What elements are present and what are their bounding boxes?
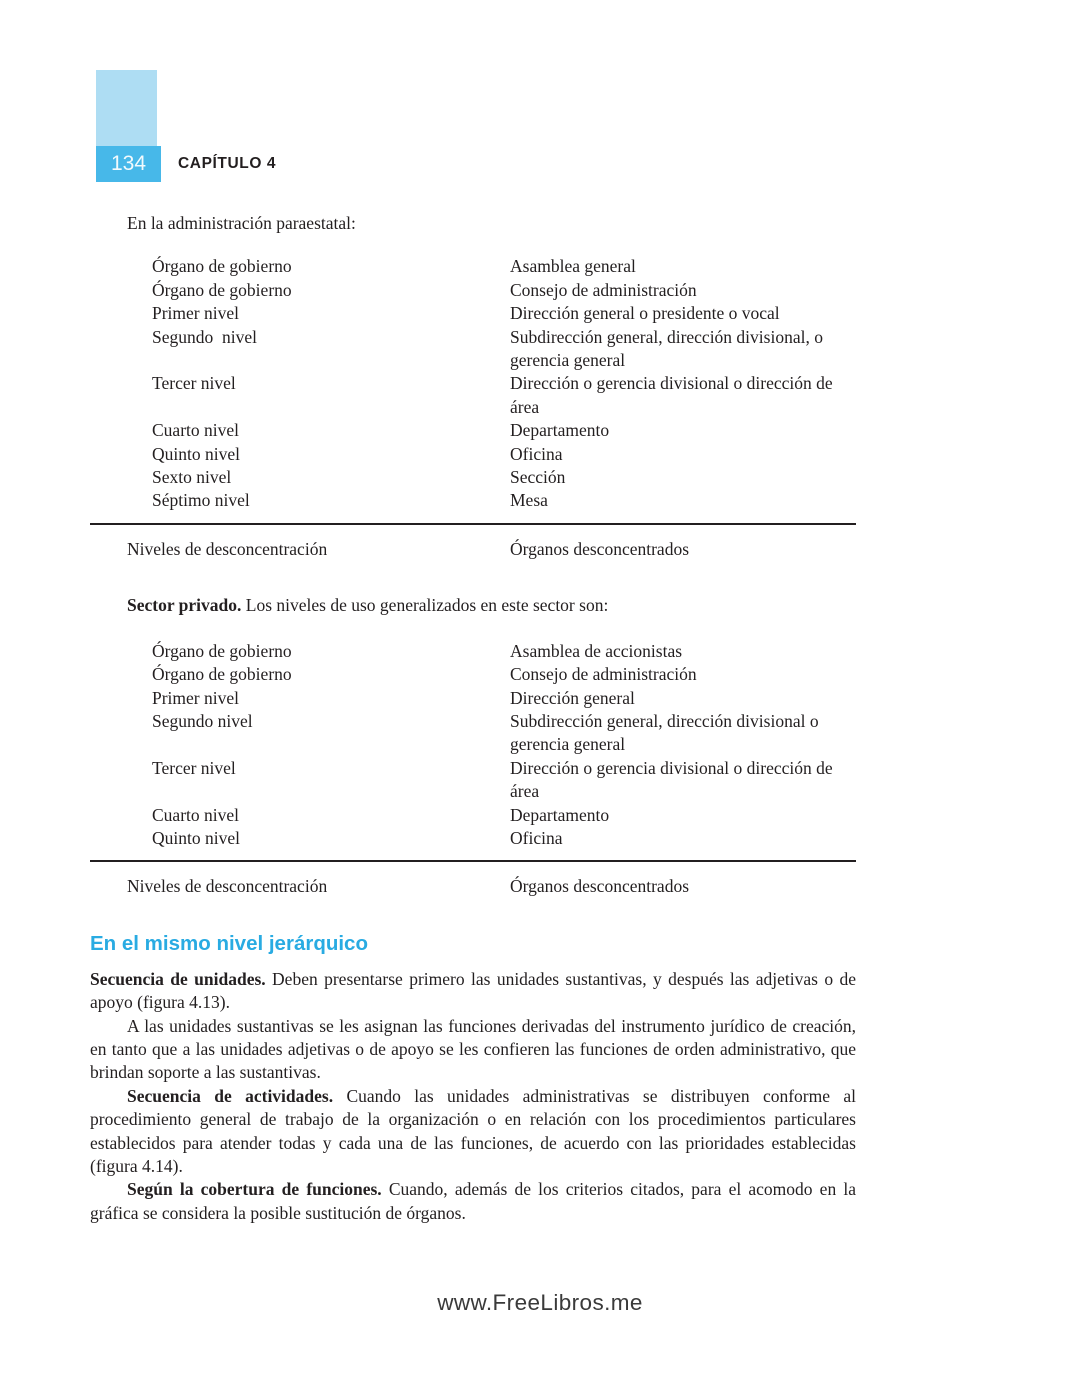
divider	[90, 523, 856, 525]
level-cell: Cuarto nivel	[152, 804, 239, 825]
chapter-title: CAPÍTULO 4	[178, 155, 277, 172]
footer-right-label: Órganos desconcentrados	[510, 876, 689, 897]
level-cell: Órgano de gobierno	[152, 664, 292, 685]
paragraph	[90, 1085, 856, 1179]
paragraph	[90, 968, 856, 1015]
level-cell: Tercer nivel	[152, 373, 236, 394]
organ-cell: Dirección o gerencia divisional o dirección de área	[510, 757, 833, 802]
table-row	[152, 687, 856, 710]
organ-cell: Subdirección general, dirección divisional, o gerencia general	[510, 326, 823, 371]
level-cell: Segundo nivel	[152, 710, 253, 731]
paragraph-text: Cuando, además de los criterios citados, para el acomodo en la gráfica se considera la posible sustitución de órganos.	[90, 1179, 856, 1223]
table-row	[152, 663, 856, 686]
level-cell: Segundo nivel	[152, 326, 257, 347]
level-cell: Tercer nivel	[152, 757, 236, 778]
divider	[90, 860, 856, 862]
table-row	[152, 372, 856, 419]
organ-cell: Sección	[510, 467, 566, 488]
sector-privado-line	[127, 594, 856, 617]
table-row	[152, 302, 856, 325]
table-row	[152, 466, 856, 489]
paragraph	[90, 1178, 856, 1225]
paragraph-lead: Según la cobertura de funciones.	[127, 1179, 382, 1200]
organ-cell: Dirección o gerencia divisional o dirección de área	[510, 373, 833, 417]
footer-left-label: Niveles de desconcentración	[127, 538, 328, 559]
table-row	[152, 757, 856, 804]
section-heading: En el mismo nivel jerárquico	[90, 931, 368, 955]
paragraph-lead: Secuencia de unidades.	[90, 968, 266, 989]
level-cell: Órgano de gobierno	[152, 640, 292, 661]
page-content	[90, 212, 856, 1225]
table-row	[152, 489, 856, 512]
level-cell: Cuarto nivel	[152, 420, 239, 441]
organ-cell: Dirección general o presidente o vocal	[510, 303, 780, 324]
organ-cell: Departamento	[510, 420, 610, 441]
level-cell: Sexto nivel	[152, 467, 232, 488]
table-row	[152, 255, 856, 278]
paragraph-text: A las unidades sustantivas se les asignan las funciones derivadas del instrumento jurídico de creación, en tanto que a las unidades adjetivas o de apoyo se les confieren las funciones de orden administrativo, que brindan soporte a las sustantivas.	[90, 1015, 856, 1083]
organ-cell: Oficina	[510, 827, 563, 848]
sector-privado-text: Los niveles de uso generalizados en este sector son:	[241, 595, 609, 616]
page-number: 134	[110, 152, 147, 175]
level-cell: Séptimo nivel	[152, 490, 250, 511]
organ-cell: Asamblea general	[510, 256, 636, 277]
table-row	[152, 710, 856, 757]
paragraph-text: Deben presentarse primero las unidades sustantivas, y después las adjetivas o de apoyo (figura 4.13).	[90, 968, 856, 1013]
footer-right-label: Órganos desconcentrados	[510, 538, 689, 559]
level-cell: Órgano de gobierno	[152, 256, 292, 277]
level-cell: Quinto nivel	[152, 827, 240, 848]
paragraph-text: Cuando las unidades administrativas se distribuyen conforme al procedimiento general de trabajo de la organización o en relación con los procedimientos particulares establecidos para atender todas y cada una de las funciones, de acuerdo con las prioridades establecidas (figura 4.14).	[90, 1085, 856, 1176]
table-row	[152, 827, 856, 850]
intro-line: En la administración paraestatal:	[127, 213, 356, 233]
paragraph-lead: Secuencia de actividades.	[127, 1085, 334, 1106]
organ-cell: Consejo de administración	[510, 279, 697, 300]
table-row	[152, 443, 856, 466]
watermark-url: www.FreeLibros.me	[437, 1290, 643, 1315]
table-row	[152, 419, 856, 442]
paragraph	[90, 1015, 856, 1085]
level-cell: Primer nivel	[152, 303, 239, 324]
organ-cell: Departamento	[510, 804, 610, 825]
table-footer-privado	[127, 875, 856, 898]
table-row	[152, 326, 856, 373]
table-footer-paraestatal	[127, 538, 856, 561]
table-row	[152, 279, 856, 302]
page-tab-decoration	[96, 70, 157, 146]
table-row	[152, 804, 856, 827]
organ-cell: Subdirección general, dirección divisional o gerencia general	[510, 710, 819, 755]
level-cell: Quinto nivel	[152, 443, 240, 464]
organ-cell: Consejo de administración	[510, 664, 697, 685]
levels-list-privado	[152, 640, 856, 851]
organ-cell: Dirección general	[510, 687, 635, 708]
organ-cell: Asamblea de accionistas	[510, 640, 683, 661]
organ-cell: Mesa	[510, 490, 548, 511]
page-number-badge	[96, 146, 161, 182]
footer-left-label: Niveles de desconcentración	[127, 876, 328, 897]
level-cell: Órgano de gobierno	[152, 279, 292, 300]
levels-list-paraestatal	[152, 255, 856, 512]
table-row	[152, 640, 856, 663]
organ-cell: Oficina	[510, 443, 563, 464]
level-cell: Primer nivel	[152, 687, 239, 708]
sector-privado-lead: Sector privado.	[127, 595, 242, 616]
